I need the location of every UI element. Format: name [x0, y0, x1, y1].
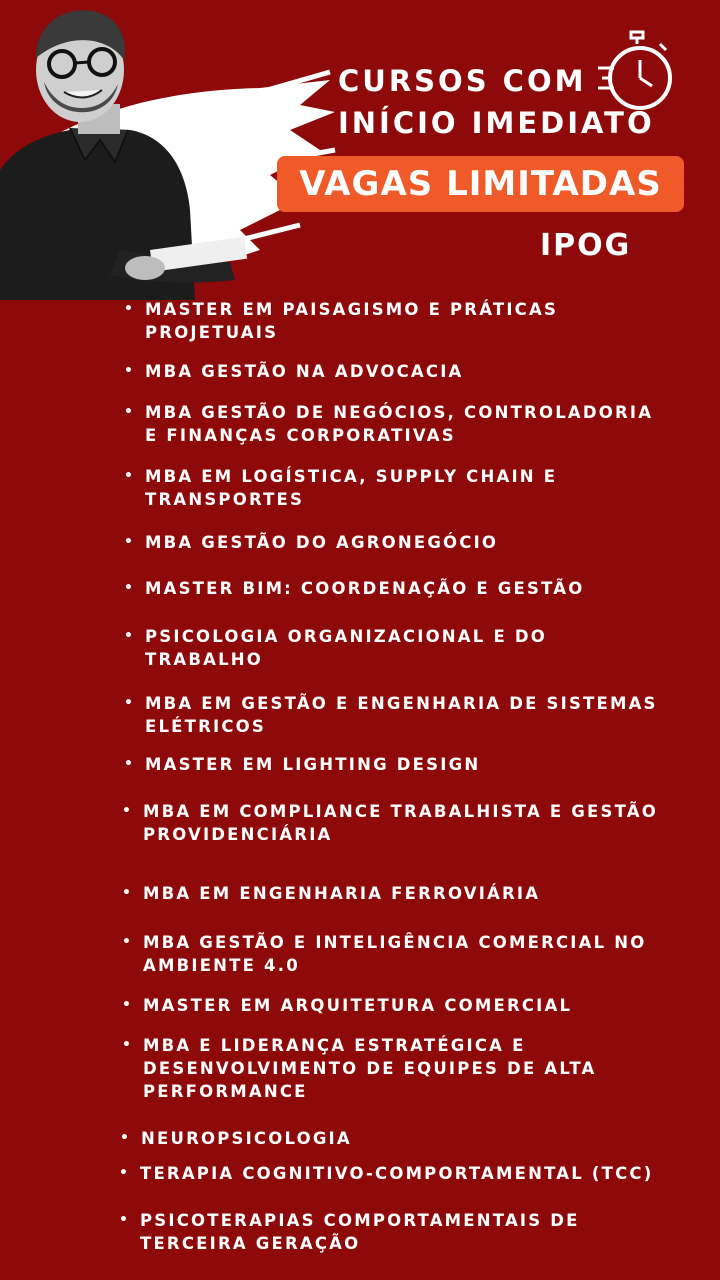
vagas-limitadas-badge: VAGAS LIMITADAS [277, 156, 684, 212]
course-item: • MBA EM ENGENHARIA FERROVIÁRIA [143, 882, 663, 905]
course-item: • PSICOLOGIA ORGANIZACIONAL E DO TRABALHO [145, 625, 665, 671]
course-item: • TERAPIA COGNITIVO-COMPORTAMENTAL (TCC) [140, 1162, 660, 1185]
course-item: • MBA EM LOGÍSTICA, SUPPLY CHAIN E TRANSPORTES [145, 465, 665, 511]
course-item: • MASTER BIM: COORDENAÇÃO E GESTÃO [145, 577, 665, 600]
headline-line-2: INÍCIO IMEDIATO [338, 106, 655, 140]
course-item: • MBA E LIDERANÇA ESTRATÉGICA E DESENVOLVIMENTO DE EQUIPES DE ALTA PERFORMANCE [143, 1034, 663, 1103]
course-item: • MBA GESTÃO DO AGRONEGÓCIO [145, 531, 665, 554]
course-item: • MASTER EM PAISAGISMO E PRÁTICAS PROJETUAIS [145, 298, 665, 344]
course-item: • PSICOTERAPIAS COMPORTAMENTAIS DE TERCEIRA GERAÇÃO [140, 1209, 660, 1255]
course-item: • NEUROPSICOLOGIA [141, 1127, 661, 1150]
course-item: • MASTER EM ARQUITETURA COMERCIAL [143, 994, 663, 1017]
course-item: • MASTER EM LIGHTING DESIGN [145, 753, 665, 776]
course-item: • MBA EM COMPLIANCE TRABALHISTA E GESTÃO PROVIDENCIÁRIA [143, 800, 663, 846]
course-item: • MBA GESTÃO E INTELIGÊNCIA COMERCIAL NO AMBIENTE 4.0 [143, 931, 663, 977]
ipog-logo: IPOG [540, 228, 632, 263]
course-item: • MBA GESTÃO DE NEGÓCIOS, CONTROLADORIA E FINANÇAS CORPORATIVAS [145, 401, 665, 447]
course-item: • MBA EM GESTÃO E ENGENHARIA DE SISTEMAS ELÉTRICOS [145, 692, 665, 738]
headline-line-1: CURSOS COM [338, 64, 587, 98]
course-item: • MBA GESTÃO NA ADVOCACIA [145, 360, 665, 383]
